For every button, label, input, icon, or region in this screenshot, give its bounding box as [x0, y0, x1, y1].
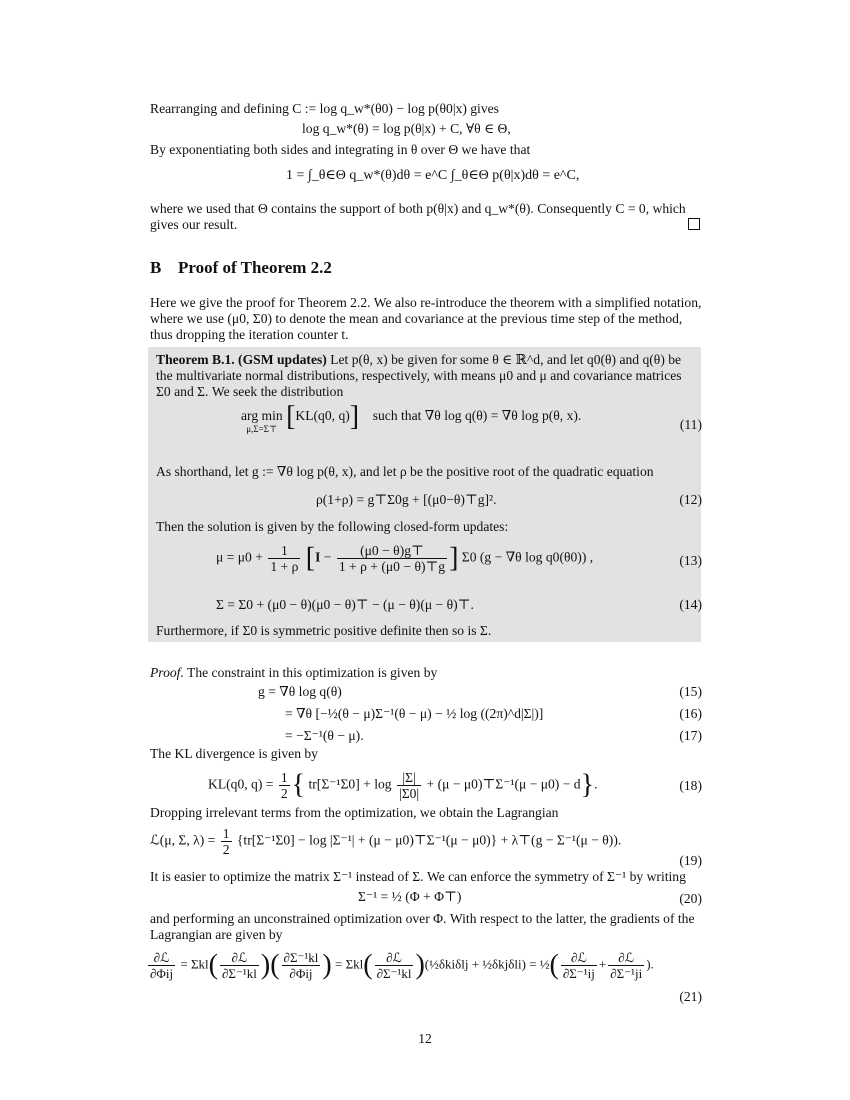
eq11-constraint: such that ∇θ log q(θ) = ∇θ log p(θ, x). — [372, 408, 582, 423]
eq21-frac4-den: ∂Σ⁻¹kl — [376, 966, 412, 981]
intro-line2: where we use (μ0, Σ0) to denote the mean and covariance at the previous time step of the method, — [150, 311, 683, 326]
eq11-number: (11) — [679, 417, 702, 432]
equation-16: = ∇θ [−½(θ − μ)Σ⁻¹(θ − μ) − ½ log ((2π)^d|Σ|)] — [285, 706, 544, 721]
eq21-frac2-den: ∂Σ⁻¹kl — [222, 966, 257, 981]
proof-line — [150, 665, 437, 681]
theorem-then: Then the solution is given by the following closed-form updates: — [156, 519, 509, 534]
eq13-lhs: μ = μ0 + — [216, 549, 263, 565]
proof-text: The constraint in this optimization is given by — [183, 665, 438, 680]
eq21-number: (21) — [679, 989, 702, 1004]
theorem-line2: the multivariate normal distributions, respectively, with means μ0 and μ and covariance matrices — [156, 368, 682, 383]
eq21-sum2: = Σkl — [334, 956, 364, 972]
eq18-frac-num: |Σ| — [397, 770, 421, 786]
eq18-half-den: 2 — [280, 786, 288, 801]
intro-line3: thus dropping the iteration counter t. — [150, 327, 349, 342]
eq18-half-num: 1 — [280, 770, 288, 785]
eq14-number: (14) — [679, 597, 702, 612]
eq21-plus: + — [598, 956, 607, 972]
eq18-frac — [397, 770, 421, 801]
eq21-frac3 — [282, 950, 321, 981]
eq12-number: (12) — [679, 492, 702, 507]
section-heading — [150, 258, 332, 278]
eq15-number: (15) — [679, 684, 702, 699]
theorem-line3: Σ0 and Σ. We seek the distribution — [156, 384, 344, 399]
eq21-frac5-num: ∂ℒ — [561, 950, 597, 966]
eq18-frac-den: |Σ0| — [398, 786, 420, 801]
eq13-number: (13) — [679, 553, 702, 568]
eq18-b: + (μ − μ0)⊤Σ⁻¹(μ − μ0) − d — [426, 776, 581, 792]
eq11-kl: KL(q0, q) — [295, 408, 350, 423]
eq20-number: (20) — [679, 891, 702, 906]
equation-21: $\frac{\text{∂ℒ}}{\text{∂Φij}}$ = Σkl( $\frac{\text{∂ℒ}}{\text{∂Σ⁻¹kl}}$ )( $\frac{\text{∂Σ⁻¹kl}}{\text{∂Φij}}$ ) = Σkl( $\frac{\text{∂ℒ}}{\text{∂Σ⁻¹kl}}$ )(½δkiδlj + ½δkjδli) = ½( $\frac{\text{∂ℒ}}{\text{∂Σ⁻¹ij}}$ + $\frac{\text{∂ℒ}}{\text{∂Σ⁻¹ji}}$ ). — [150, 949, 654, 981]
eq11-subscript: μ,Σ=Σ⊤ — [246, 424, 278, 434]
eq19-lhs: ℒ(μ, Σ, λ) = — [150, 832, 216, 848]
theorem-line1-text: Let p(θ, x) be given for some θ ∈ ℝ^d, and let q0(θ) and q(θ) be — [326, 352, 682, 367]
lagrangian-text: Dropping irrelevant terms from the optimization, we obtain the Lagrangian — [150, 805, 559, 820]
eq21-frac6-num: ∂ℒ — [608, 950, 644, 966]
eq13-frac1-num: 1 — [268, 543, 300, 559]
eq21-frac1-num: ∂ℒ — [148, 950, 175, 966]
eq19-rhs: {tr[Σ⁻¹Σ0] − log |Σ⁻¹| + (μ − μ0)⊤Σ⁻¹(μ − μ0)} + λ⊤(g − Σ⁻¹(μ − θ)). — [236, 832, 622, 848]
eq21-frac5 — [561, 950, 597, 981]
equation-20: Σ⁻¹ = ½ (Φ + Φ⊤) — [358, 889, 462, 904]
paragraph-where-line2: gives our result. — [150, 217, 238, 232]
eq21-frac1 — [148, 950, 175, 981]
paragraph-exponentiating: By exponentiating both sides and integrating in θ over Θ we have that — [150, 142, 531, 157]
eq18-number: (18) — [679, 778, 702, 793]
eq13-rhs: Σ0 (g − ∇θ log q0(θ0)) , — [461, 549, 594, 565]
eq21-half: = ½ — [529, 956, 550, 972]
performing-line2: Lagrangian are given by — [150, 927, 283, 942]
performing-line1: and performing an unconstrained optimization over Φ. With respect to the latter, the gradients of the — [150, 911, 695, 926]
theorem-shorthand: As shorthand, let g := ∇θ log p(θ, x), and let ρ be the positive root of the quadratic equation — [156, 464, 654, 479]
equation-14: Σ = Σ0 + (μ0 − θ)(μ0 − θ)⊤ − (μ − θ)(μ − θ)⊤. — [216, 597, 474, 612]
eq19-number: (19) — [679, 853, 702, 868]
intro-line1: Here we give the proof for Theorem 2.2. We also re-introduce the theorem with a simplified notation, — [150, 295, 702, 310]
page-number: 12 — [418, 1031, 432, 1046]
eq19-half: $\frac{1}{2}$ — [222, 826, 230, 857]
eq13-frac1-den: 1 + ρ — [270, 559, 299, 574]
equation-19 — [150, 826, 621, 857]
eq18-half — [279, 770, 290, 801]
paragraph-rearranging: Rearranging and defining C := log q_w*(θ0) − log p(θ0|x) gives — [150, 101, 499, 116]
eq16-number: (16) — [679, 706, 702, 721]
eq21-frac2-num: ∂ℒ — [220, 950, 259, 966]
theorem-label: Theorem B.1. (GSM updates) — [156, 352, 327, 367]
eq21-frac3-num: ∂Σ⁻¹kl — [283, 950, 319, 965]
eq11-argmin: arg min — [241, 408, 283, 423]
eq21-frac5-den: ∂Σ⁻¹ij — [562, 966, 595, 981]
eq13-frac1 — [268, 543, 300, 574]
eq13-frac2-den: 1 + ρ + (μ0 − θ)⊤g — [338, 559, 446, 574]
eq21-sum1: = Σkl — [180, 956, 209, 972]
paragraph-where-line1: where we used that Θ contains the support of both p(θ|x) and q_w*(θ). Consequently C = 0, which — [150, 201, 686, 216]
eq21-end: ). — [646, 956, 654, 972]
equation-17: = −Σ⁻¹(θ − μ). — [285, 728, 364, 743]
easier-text: It is easier to optimize the matrix Σ⁻¹ instead of Σ. We can enforce the symmetry of Σ⁻¹ by writing — [150, 869, 686, 884]
proof-label: Proof. — [150, 665, 184, 680]
section-title: Proof of Theorem 2.2 — [178, 258, 332, 277]
theorem-line1 — [156, 352, 681, 368]
equation-log-q: log q_w*(θ) = log p(θ|x) + C, ∀θ ∈ Θ, — [302, 121, 511, 136]
theorem-furthermore: Furthermore, if Σ0 is symmetric positive definite then so is Σ. — [156, 623, 492, 638]
eq18-a: tr[Σ⁻¹Σ0] + log — [308, 776, 392, 792]
eq21-frac6 — [608, 950, 644, 981]
section-number: B — [150, 258, 162, 277]
equation-integral: 1 = ∫_θ∈Θ q_w*(θ)dθ = e^C ∫_θ∈Θ p(θ|x)dθ = e^C, — [286, 168, 580, 183]
equation-11: arg min μ,Σ=Σ⊤ [KL(q0, q)] such that ∇θ log q(θ) = ∇θ log p(θ, x). — [241, 400, 582, 434]
eq13-frac2 — [337, 543, 447, 574]
eq18-lhs: KL(q0, q) = — [208, 776, 274, 792]
equation-15: g = ∇θ log q(θ) — [258, 684, 342, 699]
eq21-frac4-num: ∂ℒ — [375, 950, 414, 966]
equation-12: ρ(1+ρ) = g⊤Σ0g + [(μ0−θ)⊤g]². — [316, 492, 497, 507]
eq21-frac4 — [375, 950, 414, 981]
eq21-delta: (½δkiδlj + ½δkjδli) — [424, 956, 526, 972]
eq21-frac2 — [220, 950, 259, 981]
equation-18: KL(q0, q) = $\frac{1}{2}$ { tr[Σ⁻¹Σ0] + log $\frac{|\Sigma|}{|\Sigma 0|}$ + (μ − μ0)⊤Σ⁻¹(μ − μ0) − d}. — [208, 769, 598, 801]
kl-text: The KL divergence is given by — [150, 746, 318, 761]
equation-13: μ = μ0 + $\frac{1}{1 + \rho}$ [I − $\frac{(\mu 0 - \theta)g⊤}{1 + \rho + (\mu 0 - \theta)⊤g}$ ] Σ0 (g − ∇θ log q0(θ0)) , — [216, 542, 594, 574]
eq21-frac6-den: ∂Σ⁻¹ji — [610, 966, 643, 981]
qed-symbol — [688, 218, 700, 230]
eq13-frac2-num: (μ0 − θ)g⊤ — [337, 543, 447, 559]
eq21-frac1-den: ∂Φij — [150, 966, 174, 981]
eq21-frac3-den: ∂Φij — [289, 966, 313, 981]
eq17-number: (17) — [679, 728, 702, 743]
